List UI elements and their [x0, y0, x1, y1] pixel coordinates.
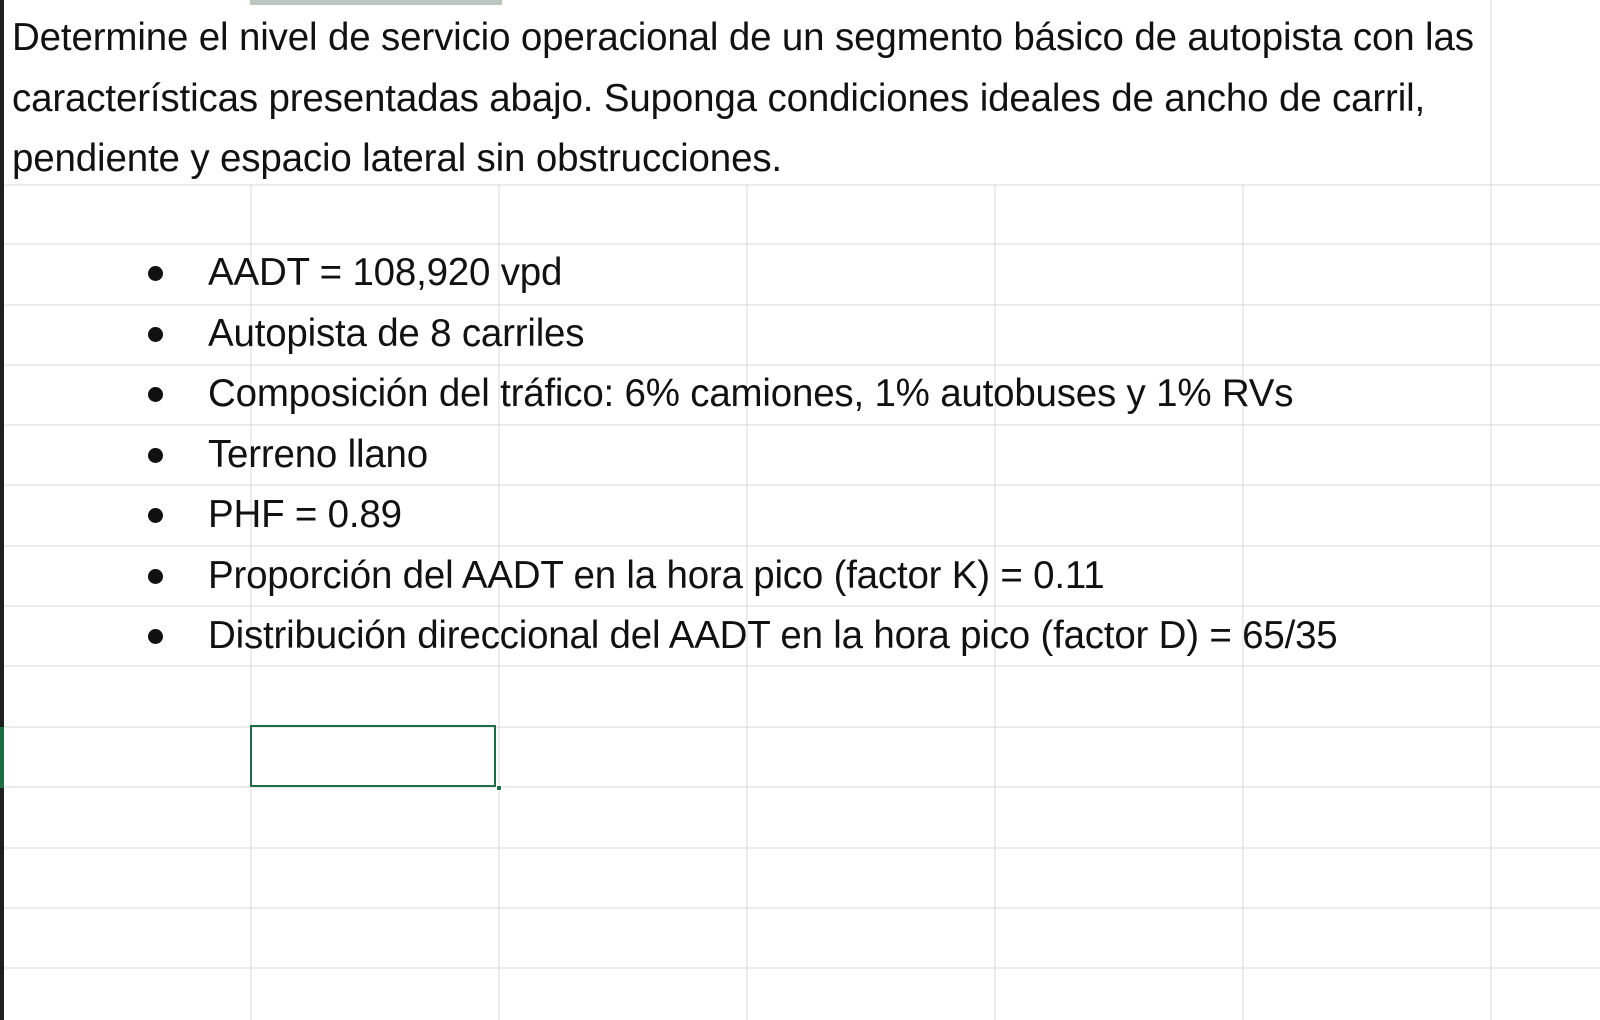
selected-row-header-indicator: [0, 727, 4, 788]
characteristic-text: Autopista de 8 carriles: [208, 311, 585, 355]
characteristic-text: Proporción del AADT en la hora pico (factor K) = 0.11: [208, 553, 1105, 597]
bullet-icon: [148, 387, 163, 402]
characteristic-text: AADT = 108,920 vpd: [208, 251, 563, 294]
worksheet-left-edge: [0, 0, 4, 1020]
bullet-icon: [148, 508, 163, 523]
bullet-icon: [148, 266, 163, 281]
characteristic-text: PHF = 0.89: [208, 493, 402, 536]
characteristic-text: Distribución direccional del AADT en la hora pico (factor D) = 65/35: [208, 614, 1338, 657]
characteristic-text: Terreno llano: [208, 432, 428, 476]
bullet-icon: [148, 327, 163, 342]
selected-cell[interactable]: [250, 725, 496, 787]
characteristic-text: Composición del tráfico: 6% camiones, 1% autobuses y 1% RVs: [208, 372, 1294, 415]
problem-statement-cell[interactable]: Determine el nivel de servicio operacional de un segmento básico de autopista con las características presentadas abajo. Suponga condiciones ideales de ancho de carril, pendiente y espacio lateral sin obstrucciones.: [12, 16, 1474, 180]
fill-handle[interactable]: [496, 785, 502, 791]
bullet-icon: [148, 448, 163, 463]
selected-column-header-indicator: [250, 0, 502, 5]
bullet-icon: [148, 629, 163, 644]
bullet-icon: [148, 569, 163, 584]
